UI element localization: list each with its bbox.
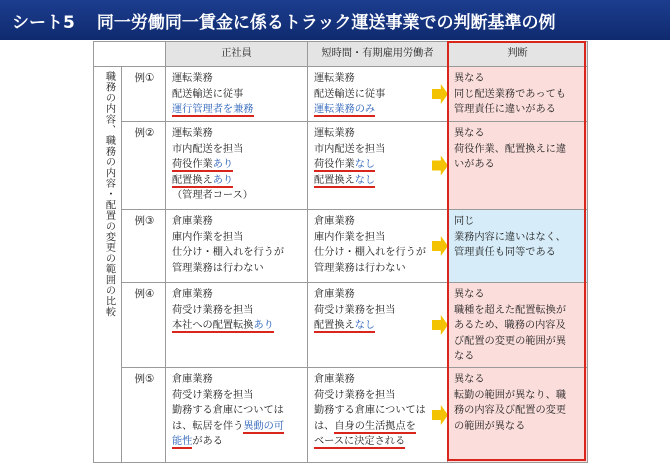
cell-line <box>314 87 443 103</box>
text-segment: なし <box>354 159 376 171</box>
corner-cell <box>94 42 166 67</box>
text-segment: 仕分け・棚入れを行うが <box>172 247 285 259</box>
text-segment: 倉庫業務 <box>172 373 213 385</box>
judgment-line: いがある <box>454 159 495 171</box>
cell-line <box>172 188 303 204</box>
header-parttime: 短時間・有期雇用労働者 <box>308 42 448 67</box>
cell-line <box>172 173 303 189</box>
parttime-worker-cell <box>308 67 448 122</box>
text-segment: （管理者コース） <box>172 190 253 202</box>
cell-line <box>172 157 303 173</box>
parttime-worker-cell <box>308 210 448 283</box>
regular-employee-cell <box>166 367 308 462</box>
table-row <box>94 122 588 210</box>
page-title: 同一労働同一賃金に係るトラック運送事業での判断基準の例 <box>96 12 556 33</box>
text-segment: 市内配送を担当 <box>172 143 244 155</box>
title-bar <box>0 0 670 40</box>
text-segment: 運転業務 <box>172 73 213 84</box>
text-segment: 庫内作業を担当 <box>314 231 386 243</box>
text-segment: 勤務する倉庫については <box>172 405 284 417</box>
example-label: 例② <box>122 122 166 210</box>
example-label: 例③ <box>122 210 166 283</box>
text-segment: 倉庫業務 <box>172 216 213 227</box>
text-segment: 荷受け業務を担当 <box>314 389 396 401</box>
text-segment: 能性 <box>172 436 193 448</box>
text-segment: 異動の可 <box>243 420 285 432</box>
judgment-line: あるため、職務の内容及 <box>454 320 566 332</box>
text-segment: 荷受け業務を担当 <box>314 304 396 316</box>
text-segment: 配置換え <box>172 174 213 186</box>
table-row <box>94 67 588 122</box>
header-regular: 正社員 <box>166 42 308 67</box>
judgment-line: 転勤の範囲が異なり、職 <box>454 389 567 401</box>
judgment-line: 同じ <box>454 216 475 227</box>
text-segment: 配置換え <box>314 174 355 186</box>
cell-line <box>172 419 303 435</box>
table-row <box>94 367 588 462</box>
regular-employee-cell <box>166 283 308 368</box>
text-segment: あり <box>212 159 234 171</box>
text-segment: 配送輸送に従事 <box>314 88 386 100</box>
example-label: 例④ <box>122 283 166 368</box>
cell-line <box>172 434 303 450</box>
judgment-line: なる <box>454 351 475 363</box>
text-segment: 倉庫業務 <box>172 289 213 300</box>
text-segment: 運転業務 <box>172 128 213 139</box>
regular-employee-cell <box>166 67 308 122</box>
cell-line <box>314 214 443 230</box>
cell-line <box>314 245 443 261</box>
text-segment: 荷受け業務を担当 <box>172 304 254 316</box>
regular-employee-cell <box>166 122 308 210</box>
judgment-line: 職種を超えた配置転換が <box>454 304 567 316</box>
header-row <box>94 42 588 67</box>
text-segment: 倉庫業務 <box>314 216 355 227</box>
judgment-line: 荷役作業、配置換えに違 <box>454 143 567 155</box>
text-segment: 倉庫業務 <box>314 373 355 385</box>
judgment-line: 業務内容に違いはなく、 <box>454 231 566 243</box>
cell-line <box>314 173 443 189</box>
cell-line <box>314 230 443 246</box>
cell-line <box>172 318 303 334</box>
parttime-worker-cell <box>308 283 448 368</box>
judgment-cell <box>448 67 588 122</box>
cell-line <box>314 142 443 158</box>
comparison-table <box>93 41 588 463</box>
cell-line <box>172 142 303 158</box>
cell-line <box>314 303 443 319</box>
text-segment: 荷受け業務を担当 <box>172 389 254 401</box>
judgment-line: 管理責任に違いがある <box>454 104 556 116</box>
text-segment: 荷役作業 <box>314 159 355 171</box>
text-segment: 荷役作業 <box>172 159 213 171</box>
cell-line <box>314 388 443 404</box>
text-segment: 運転業務のみ <box>314 104 376 116</box>
cell-line <box>172 372 303 388</box>
cell-line <box>172 303 303 319</box>
cell-line <box>314 102 443 118</box>
side-label: 職務の内容、職務の内容・配置の変更の範囲の比較 <box>103 71 115 318</box>
text-segment: 勤務する倉庫については <box>314 405 426 417</box>
text-segment: は、 <box>314 420 335 432</box>
judgment-line: 異なる <box>454 128 485 139</box>
judgment-cell <box>448 122 588 210</box>
cell-line <box>172 230 303 246</box>
cell-line <box>314 71 443 87</box>
text-segment: 管理業務は行わない <box>172 262 264 274</box>
cell-line <box>314 419 443 435</box>
header-judgment: 判断 <box>448 42 588 67</box>
text-segment: 運行管理者を兼務 <box>172 104 254 116</box>
text-segment: なし <box>354 174 376 186</box>
text-segment: 運転業務 <box>314 73 355 84</box>
text-segment: がある <box>192 436 223 448</box>
judgment-line: び配置の変更の範囲が異 <box>454 335 567 347</box>
text-segment: あり <box>253 320 274 332</box>
cell-line <box>172 287 303 303</box>
text-segment: 自身の生活拠点を <box>334 420 416 432</box>
judgment-cell <box>448 283 588 368</box>
judgment-line: 異なる <box>454 73 485 84</box>
example-label: 例⑤ <box>122 367 166 462</box>
text-segment: 管理業務は行わない <box>314 262 406 274</box>
cell-line <box>314 372 443 388</box>
judgment-line: の範囲が異なる <box>454 420 526 432</box>
judgment-cell <box>448 210 588 283</box>
text-segment: 配送輸送に従事 <box>172 88 244 100</box>
cell-line <box>314 287 443 303</box>
judgment-line: 異なる <box>454 373 485 385</box>
cell-line <box>314 434 443 450</box>
cell-line <box>172 126 303 142</box>
text-segment: 仕分け・棚入れを行うが <box>314 247 427 259</box>
text-segment: ベースに決定される <box>314 436 406 448</box>
cell-line <box>314 261 443 277</box>
regular-employee-cell <box>166 210 308 283</box>
text-segment: 運転業務 <box>314 128 355 139</box>
judgment-line: 管理責任も同等である <box>454 247 556 259</box>
table-row <box>94 283 588 368</box>
cell-line <box>314 403 443 419</box>
cell-line <box>172 214 303 230</box>
cell-line <box>172 388 303 404</box>
text-segment: 庫内作業を担当 <box>172 231 244 243</box>
sheet-number: シート5 <box>12 12 75 33</box>
judgment-line: 異なる <box>454 289 485 300</box>
cell-line <box>172 245 303 261</box>
text-segment: なし <box>354 320 376 332</box>
judgment-cell <box>448 367 588 462</box>
parttime-worker-cell <box>308 122 448 210</box>
text-segment: 配置換え <box>314 320 355 332</box>
example-label: 例① <box>122 67 166 122</box>
cell-line <box>172 102 303 118</box>
cell-line <box>172 261 303 277</box>
cell-line <box>172 71 303 87</box>
text-segment: は、転居を伴う <box>172 420 244 432</box>
cell-line <box>172 403 303 419</box>
cell-line <box>172 87 303 103</box>
judgment-line: 務の内容及び配置の変更 <box>454 405 567 417</box>
cell-line <box>314 126 443 142</box>
text-segment: あり <box>212 174 234 186</box>
side-label-cell <box>94 67 122 463</box>
judgment-line: 同じ配送業務であっても <box>454 88 566 100</box>
cell-line <box>314 157 443 173</box>
text-segment: 市内配送を担当 <box>314 143 386 155</box>
cell-line <box>314 318 443 334</box>
parttime-worker-cell <box>308 367 448 462</box>
text-segment: 倉庫業務 <box>314 289 355 300</box>
table-row <box>94 210 588 283</box>
text-segment: 本社への配置転換 <box>172 320 254 332</box>
